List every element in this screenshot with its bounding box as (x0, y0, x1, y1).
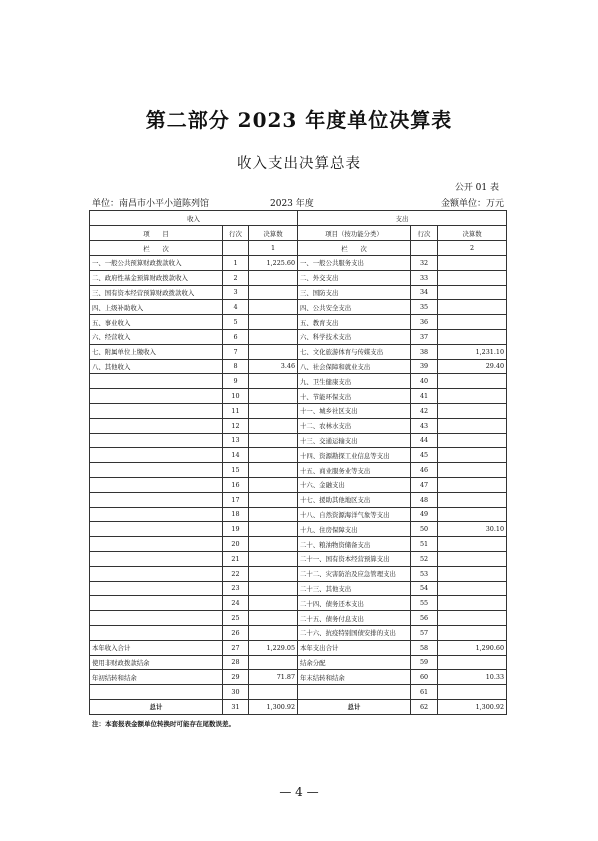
income-item-cell: 本年收入合计 (90, 640, 223, 655)
expenditure-amount-cell: 10.33 (438, 670, 507, 685)
expenditure-item-header: 项目（按功能分类） (298, 226, 411, 241)
expenditure-amount-cell: 30.10 (438, 522, 507, 537)
table-row (90, 507, 507, 522)
income-row-number-cell: 23 (223, 581, 249, 596)
income-row-number-cell: 15 (223, 463, 249, 478)
amount-unit: 金额单位：万元 (440, 199, 504, 209)
expenditure-item-cell: 十四、资源勘探工业信息等支出 (298, 448, 411, 463)
expenditure-item-cell: 五、教育支出 (298, 315, 411, 330)
expenditure-column-number: 2 (438, 241, 507, 256)
expenditure-row-number-cell: 54 (411, 581, 438, 596)
expenditure-amount-cell: 1,231.10 (438, 344, 507, 359)
expenditure-item-cell: 十五、商业服务业等支出 (298, 463, 411, 478)
income-amount-cell (249, 596, 298, 611)
table-row (90, 315, 507, 330)
expenditure-amount-cell (438, 403, 507, 418)
income-item-cell: 四、上级补助收入 (90, 300, 223, 315)
section-header-row (90, 211, 507, 226)
expenditure-amount-cell: 29.40 (438, 359, 507, 374)
expenditure-amount-cell (438, 270, 507, 285)
expenditure-row-number-cell: 60 (411, 670, 438, 685)
table-row (90, 418, 507, 433)
income-row-number-cell: 28 (223, 655, 249, 670)
expenditure-item-cell: 二十六、抗疫特别国债安排的支出 (298, 625, 411, 640)
income-row-number-cell: 30 (223, 685, 249, 700)
income-amount-cell (249, 448, 298, 463)
report-year: 2023 年度 (270, 199, 314, 209)
income-item-cell: 八、其他收入 (90, 359, 223, 374)
income-row-number-cell: 12 (223, 418, 249, 433)
table-row (90, 285, 507, 300)
expenditure-amount-cell (438, 256, 507, 271)
income-amount-cell (249, 389, 298, 404)
expenditure-item-cell (298, 685, 411, 700)
income-item-cell (90, 418, 223, 433)
expenditure-row-number-cell: 51 (411, 537, 438, 552)
income-item-cell: 使用非财政拨款结余 (90, 655, 223, 670)
income-item-cell: 总计 (90, 699, 223, 714)
expenditure-row-number-cell: 50 (411, 522, 438, 537)
income-item-cell (90, 463, 223, 478)
table-row (90, 448, 507, 463)
income-row-number-cell: 27 (223, 640, 249, 655)
income-item-cell (90, 566, 223, 581)
expenditure-row-number-cell: 48 (411, 492, 438, 507)
income-amount-cell (249, 285, 298, 300)
expenditure-amount-cell (438, 300, 507, 315)
income-item-cell: 七、附属单位上缴收入 (90, 344, 223, 359)
income-expenditure-table (89, 210, 507, 715)
expenditure-amount-cell: 1,290.60 (438, 640, 507, 655)
expenditure-item-cell: 七、文化旅游体育与传媒支出 (298, 344, 411, 359)
table-row (90, 670, 507, 685)
income-amount-cell (249, 492, 298, 507)
expenditure-amount-cell (438, 685, 507, 700)
expenditure-row-number-cell: 53 (411, 566, 438, 581)
income-item-cell (90, 537, 223, 552)
table-row (90, 640, 507, 655)
income-item-cell (90, 625, 223, 640)
income-row-number-cell: 13 (223, 433, 249, 448)
table-row (90, 596, 507, 611)
income-row-number-cell: 16 (223, 477, 249, 492)
expenditure-item-cell: 本年支出合计 (298, 640, 411, 655)
income-row-number-cell: 9 (223, 374, 249, 389)
expenditure-row-number-cell: 46 (411, 463, 438, 478)
income-row-number-cell: 5 (223, 315, 249, 330)
income-amount-cell (249, 655, 298, 670)
expenditure-item-cell: 九、卫生健康支出 (298, 374, 411, 389)
income-amount-cell (249, 270, 298, 285)
income-item-cell: 二、政府性基金预算财政拨款收入 (90, 270, 223, 285)
expenditure-row-number-cell: 41 (411, 389, 438, 404)
income-column-label: 栏 次 (90, 241, 223, 256)
income-amount-cell (249, 403, 298, 418)
meta-row (92, 196, 504, 208)
expenditure-amount-cell (438, 625, 507, 640)
income-row-no-header: 行次 (223, 226, 249, 241)
expenditure-amount-cell (438, 611, 507, 626)
expenditure-row-number-cell: 38 (411, 344, 438, 359)
income-row-number-cell: 8 (223, 359, 249, 374)
table-row (90, 611, 507, 626)
expenditure-row-number-cell: 62 (411, 699, 438, 714)
expenditure-row-number-cell: 45 (411, 448, 438, 463)
table-row (90, 492, 507, 507)
income-row-number-cell: 6 (223, 329, 249, 344)
expenditure-amount-cell (438, 463, 507, 478)
table-row (90, 403, 507, 418)
expenditure-amount-cell (438, 492, 507, 507)
expenditure-row-number-cell: 34 (411, 285, 438, 300)
expenditure-row-number-cell: 32 (411, 256, 438, 271)
table-row (90, 329, 507, 344)
expenditure-row-number-cell: 58 (411, 640, 438, 655)
income-item-cell: 年初结转和结余 (90, 670, 223, 685)
income-amount-header: 决算数 (249, 226, 298, 241)
income-amount-cell (249, 329, 298, 344)
expenditure-item-cell: 二十三、其他支出 (298, 581, 411, 596)
table-row (90, 359, 507, 374)
table-row (90, 477, 507, 492)
expenditure-item-cell: 二十、粮油物资储备支出 (298, 537, 411, 552)
table-row (90, 522, 507, 537)
income-row-number-cell: 2 (223, 270, 249, 285)
table-row (90, 270, 507, 285)
expenditure-row-number-cell: 36 (411, 315, 438, 330)
table-row (90, 433, 507, 448)
income-amount-cell (249, 344, 298, 359)
expenditure-item-cell: 八、社会保障和就业支出 (298, 359, 411, 374)
expenditure-row-number-cell: 56 (411, 611, 438, 626)
income-row-number-cell: 7 (223, 344, 249, 359)
income-amount-cell (249, 300, 298, 315)
expenditure-amount-cell (438, 418, 507, 433)
income-amount-cell: 1,229.05 (249, 640, 298, 655)
income-item-cell (90, 433, 223, 448)
expenditure-item-cell: 二十二、灾害防治及应急管理支出 (298, 566, 411, 581)
income-amount-cell (249, 374, 298, 389)
expenditure-amount-cell (438, 389, 507, 404)
expenditure-item-cell: 结余分配 (298, 655, 411, 670)
income-row-number-cell: 4 (223, 300, 249, 315)
expenditure-row-number-cell: 59 (411, 655, 438, 670)
expenditure-row-number-cell: 57 (411, 625, 438, 640)
expenditure-amount-cell (438, 329, 507, 344)
income-item-cell: 六、经营收入 (90, 329, 223, 344)
expenditure-amount-cell: 1,300.92 (438, 699, 507, 714)
income-amount-cell (249, 566, 298, 581)
income-amount-cell: 1,300.92 (249, 699, 298, 714)
expenditure-amount-cell (438, 448, 507, 463)
income-amount-cell (249, 477, 298, 492)
income-row-number-cell: 26 (223, 625, 249, 640)
expenditure-item-cell: 十三、交通运输支出 (298, 433, 411, 448)
expenditure-row-no-header: 行次 (411, 226, 438, 241)
income-amount-cell: 71.87 (249, 670, 298, 685)
expenditure-column-label: 栏 次 (298, 241, 411, 256)
expenditure-amount-cell (438, 581, 507, 596)
income-amount-cell (249, 433, 298, 448)
table-row (90, 655, 507, 670)
expenditure-amount-cell (438, 285, 507, 300)
expenditure-item-cell: 十六、金融支出 (298, 477, 411, 492)
income-row-number-cell: 14 (223, 448, 249, 463)
income-item-cell (90, 581, 223, 596)
expenditure-column-blank (411, 241, 438, 256)
table-row (90, 537, 507, 552)
expenditure-amount-cell (438, 507, 507, 522)
expenditure-amount-cell (438, 566, 507, 581)
expenditure-amount-cell (438, 477, 507, 492)
income-amount-cell: 1,225.60 (249, 256, 298, 271)
expenditure-item-cell: 四、公共安全支出 (298, 300, 411, 315)
income-amount-cell (249, 522, 298, 537)
table-row (90, 344, 507, 359)
income-row-number-cell: 17 (223, 492, 249, 507)
income-item-cell (90, 522, 223, 537)
income-row-number-cell: 25 (223, 611, 249, 626)
income-item-cell (90, 374, 223, 389)
table-row (90, 566, 507, 581)
table-row (90, 699, 507, 714)
table-row (90, 581, 507, 596)
expenditure-row-number-cell: 49 (411, 507, 438, 522)
expenditure-amount-cell (438, 374, 507, 389)
column-index-row (90, 241, 507, 256)
income-amount-cell (249, 463, 298, 478)
income-row-number-cell: 19 (223, 522, 249, 537)
expenditure-row-number-cell: 52 (411, 551, 438, 566)
income-row-number-cell: 22 (223, 566, 249, 581)
income-amount-cell (249, 537, 298, 552)
footnote: 注：本套报表金额单位转换时可能存在尾数误差。 (92, 720, 235, 728)
expenditure-row-number-cell: 33 (411, 270, 438, 285)
table-row (90, 551, 507, 566)
income-row-number-cell: 1 (223, 256, 249, 271)
page-number: — 4 — (279, 785, 319, 799)
expenditure-row-number-cell: 61 (411, 685, 438, 700)
income-row-number-cell: 18 (223, 507, 249, 522)
expenditure-item-cell: 三、国防支出 (298, 285, 411, 300)
expenditure-item-cell: 十二、农林水支出 (298, 418, 411, 433)
expenditure-row-number-cell: 47 (411, 477, 438, 492)
table-title: 收入支出决算总表 (237, 156, 361, 172)
income-amount-cell (249, 418, 298, 433)
table-row (90, 389, 507, 404)
income-item-cell: 五、事业收入 (90, 315, 223, 330)
income-item-cell (90, 448, 223, 463)
income-item-cell (90, 507, 223, 522)
form-code: 公开 01 表 (454, 183, 499, 193)
expenditure-item-cell: 二、外交支出 (298, 270, 411, 285)
expenditure-row-number-cell: 39 (411, 359, 438, 374)
expenditure-amount-cell (438, 596, 507, 611)
income-item-cell (90, 551, 223, 566)
expenditure-row-number-cell: 40 (411, 374, 438, 389)
income-row-number-cell: 31 (223, 699, 249, 714)
income-item-cell (90, 596, 223, 611)
expenditure-row-number-cell: 44 (411, 433, 438, 448)
page-title: 第二部分 2023 年度单位决算表 (145, 108, 453, 132)
income-item-cell (90, 492, 223, 507)
expenditure-item-cell: 十七、援助其他地区支出 (298, 492, 411, 507)
table-row (90, 463, 507, 478)
income-column-blank (223, 241, 249, 256)
income-amount-cell (249, 581, 298, 596)
expenditure-amount-cell (438, 655, 507, 670)
expenditure-item-cell: 总计 (298, 699, 411, 714)
income-row-number-cell: 11 (223, 403, 249, 418)
income-item-cell (90, 389, 223, 404)
income-item-cell: 三、国有资本经营预算财政拨款收入 (90, 285, 223, 300)
income-amount-cell (249, 551, 298, 566)
expenditure-item-cell: 一、一般公共服务支出 (298, 256, 411, 271)
expenditure-item-cell: 十、节能环保支出 (298, 389, 411, 404)
table-row (90, 625, 507, 640)
income-item-cell (90, 403, 223, 418)
income-amount-cell (249, 685, 298, 700)
expenditure-amount-cell (438, 433, 507, 448)
income-column-number: 1 (249, 241, 298, 256)
table-row (90, 256, 507, 271)
expenditure-item-cell: 十九、住房保障支出 (298, 522, 411, 537)
income-amount-cell: 3.46 (249, 359, 298, 374)
expenditure-item-cell: 二十五、债务付息支出 (298, 611, 411, 626)
expenditure-row-number-cell: 55 (411, 596, 438, 611)
income-amount-cell (249, 611, 298, 626)
income-row-number-cell: 20 (223, 537, 249, 552)
unit-name: 单位：南昌市小平小道陈列馆 (92, 199, 210, 209)
expenditure-amount-header: 决算数 (438, 226, 507, 241)
expenditure-item-cell: 二十四、债务还本支出 (298, 596, 411, 611)
expenditure-row-number-cell: 42 (411, 403, 438, 418)
expenditure-row-number-cell: 37 (411, 329, 438, 344)
expenditure-row-number-cell: 35 (411, 300, 438, 315)
expenditure-item-cell: 二十一、国有资本经营预算支出 (298, 551, 411, 566)
expenditure-amount-cell (438, 537, 507, 552)
income-amount-cell (249, 315, 298, 330)
income-item-cell (90, 685, 223, 700)
income-item-cell (90, 477, 223, 492)
income-row-number-cell: 29 (223, 670, 249, 685)
column-header-row (90, 226, 507, 241)
expenditure-item-cell: 年末结转和结余 (298, 670, 411, 685)
expenditure-item-cell: 六、科学技术支出 (298, 329, 411, 344)
income-row-number-cell: 10 (223, 389, 249, 404)
expenditure-amount-cell (438, 551, 507, 566)
table-row (90, 374, 507, 389)
income-amount-cell (249, 625, 298, 640)
table-row (90, 300, 507, 315)
table-row (90, 685, 507, 700)
income-row-number-cell: 21 (223, 551, 249, 566)
income-row-number-cell: 3 (223, 285, 249, 300)
income-item-cell: 一、一般公共预算财政拨款收入 (90, 256, 223, 271)
income-section-header: 收入 (90, 211, 298, 226)
income-item-header: 项 目 (90, 226, 223, 241)
expenditure-item-cell: 十一、城乡社区支出 (298, 403, 411, 418)
expenditure-amount-cell (438, 315, 507, 330)
expenditure-row-number-cell: 43 (411, 418, 438, 433)
expenditure-section-header: 支出 (298, 211, 507, 226)
income-item-cell (90, 611, 223, 626)
income-amount-cell (249, 507, 298, 522)
expenditure-item-cell: 十八、自然资源海洋气象等支出 (298, 507, 411, 522)
income-row-number-cell: 24 (223, 596, 249, 611)
